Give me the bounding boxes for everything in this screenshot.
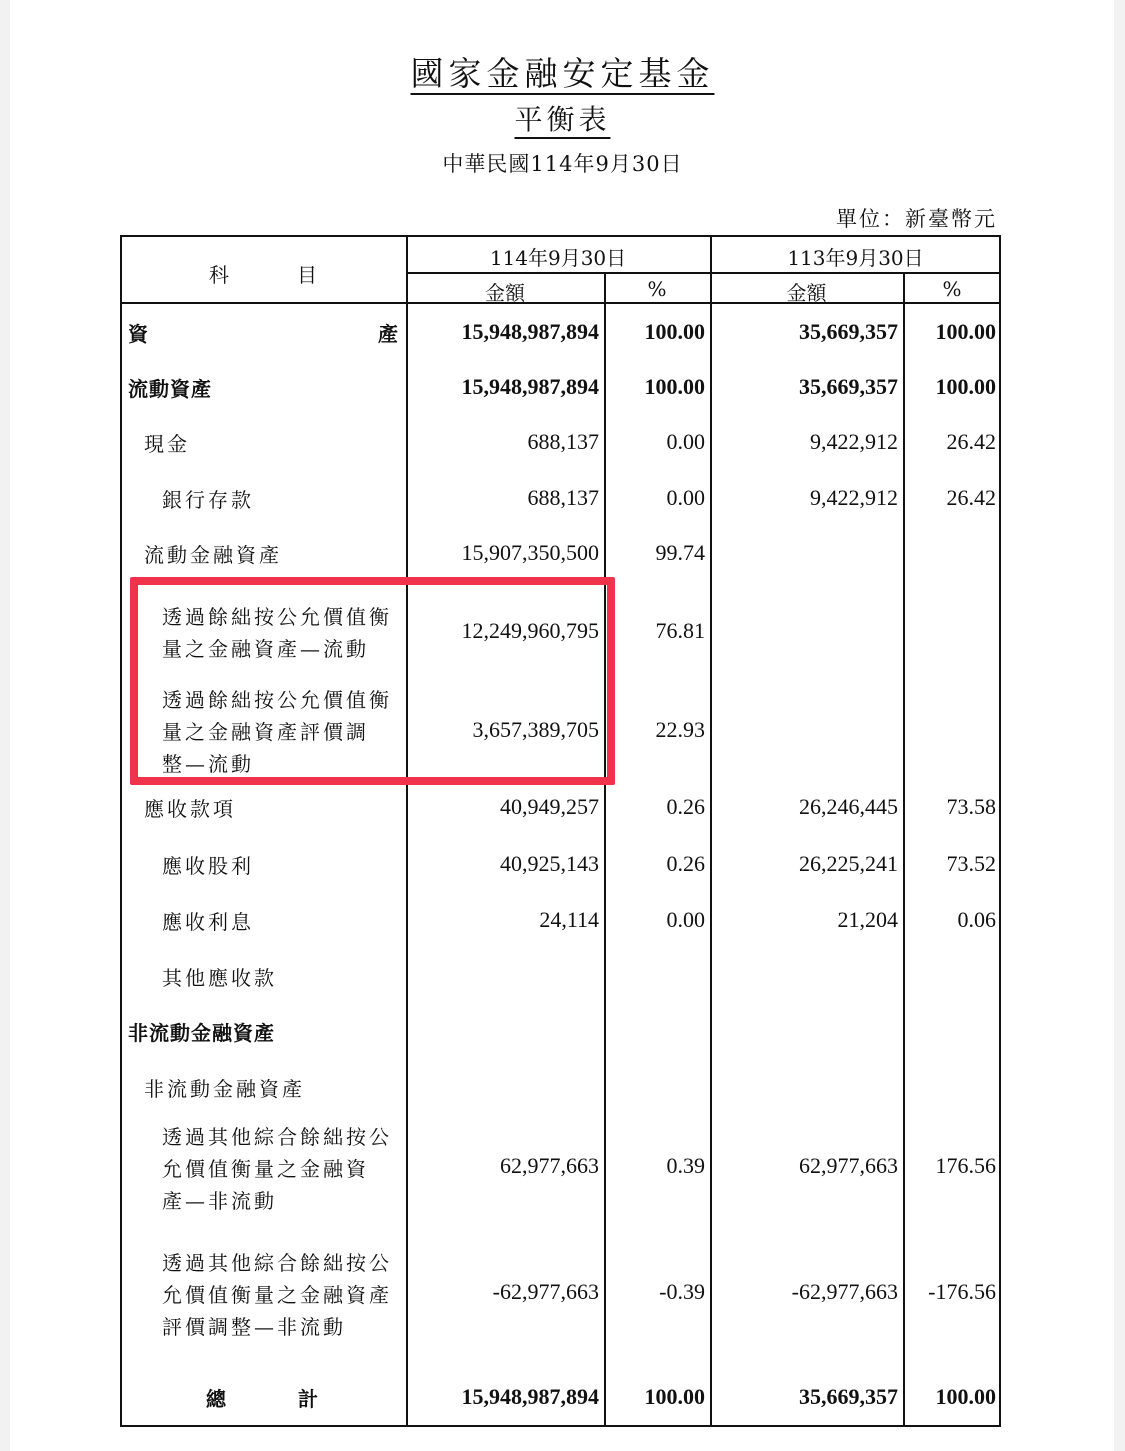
row-amount-prior: -62,977,663	[791, 1279, 898, 1304]
row-pct-current: 0.26	[666, 851, 705, 876]
row-pct-prior: 0.06	[957, 907, 996, 932]
row-label-assets-right: 產	[378, 322, 401, 346]
header-amount-current: 金額	[485, 281, 525, 305]
row-pct-current: 0.39	[666, 1153, 705, 1178]
header-period-current: 114年9月30日	[489, 246, 627, 270]
report-date: 中華民國114年9月30日	[442, 152, 683, 176]
row-amount-prior: 9,422,912	[810, 485, 898, 510]
row-amount-current: 40,925,143	[500, 851, 599, 876]
row-label-current-assets: 流動資產	[128, 377, 212, 401]
row-pct-current: 100.00	[644, 1384, 705, 1409]
header-divider	[406, 272, 999, 274]
row-amount-current: 15,907,350,500	[461, 540, 599, 565]
row-pct-current: 0.00	[666, 485, 705, 510]
col-divider	[710, 237, 712, 1425]
row-pct-prior: 100.00	[935, 374, 996, 399]
row-pct-current: 0.00	[666, 429, 705, 454]
row-amount-current: 40,949,257	[500, 794, 599, 819]
balance-sheet-table	[120, 235, 1001, 1427]
row-amount-prior: 21,204	[837, 907, 898, 932]
header-pct-current: %	[647, 277, 667, 301]
row-amount-prior: 62,977,663	[799, 1153, 898, 1178]
currency-unit: 單位：新臺幣元	[836, 207, 997, 231]
col-divider	[903, 272, 905, 1425]
row-amount-prior: 35,669,357	[799, 374, 898, 399]
row-label-dividends-receivable: 應收股利	[162, 854, 254, 878]
row-label-fvpl-valuation-adjustment: 透過餘絀按公允價值衡 量之金融資產評價調 整—流動	[162, 688, 392, 776]
row-amount-prior: 9,422,912	[810, 429, 898, 454]
header-subject: 科 目	[209, 263, 319, 287]
row-amount-prior: 35,669,357	[799, 319, 898, 344]
row-amount-current: 24,114	[539, 907, 599, 932]
row-label-fvoci-noncurrent: 透過其他綜合餘絀按公 允價值衡量之金融資 產—非流動	[162, 1125, 392, 1213]
row-label-noncurrent-financial-assets-heading: 非流動金融資產	[128, 1021, 275, 1045]
row-label-current-financial-assets: 流動金融資產	[144, 543, 282, 567]
row-pct-current: 100.00	[644, 374, 705, 399]
row-pct-current: 76.81	[655, 618, 705, 643]
row-amount-current: 688,137	[527, 429, 599, 454]
row-label-interest-receivable: 應收利息	[162, 910, 254, 934]
row-pct-current: 22.93	[655, 717, 705, 742]
row-pct-current: 100.00	[644, 319, 705, 344]
row-amount-prior: 35,669,357	[799, 1384, 898, 1409]
row-amount-current: 15,948,987,894	[461, 1384, 599, 1409]
col-divider	[406, 237, 408, 1425]
row-label-bank-deposits: 銀行存款	[162, 488, 254, 512]
row-label-fvoci-valuation-adjustment: 透過其他綜合餘絀按公 允價值衡量之金融資產 評價調整—非流動	[162, 1251, 392, 1339]
row-pct-prior: 100.00	[935, 319, 996, 344]
row-label-fvpl-current: 透過餘絀按公允價值衡 量之金融資產—流動	[162, 605, 392, 661]
row-pct-prior: 176.56	[935, 1153, 996, 1178]
col-divider	[604, 272, 606, 1425]
row-pct-current: 0.00	[666, 907, 705, 932]
row-label-cash: 現金	[144, 432, 190, 456]
document-title: 國家金融安定基金	[410, 54, 715, 93]
row-pct-current: 99.74	[655, 540, 705, 565]
row-amount-current: 15,948,987,894	[461, 319, 599, 344]
row-amount-prior: 26,225,241	[799, 851, 898, 876]
row-pct-prior: 26.42	[946, 485, 996, 510]
row-amount-current: -62,977,663	[492, 1279, 599, 1304]
row-label-total-right: 計	[298, 1387, 321, 1411]
row-label-receivables: 應收款項	[144, 797, 236, 821]
row-pct-current: -0.39	[659, 1279, 705, 1304]
row-amount-current: 3,657,389,705	[472, 717, 599, 742]
row-label-total-left: 總	[206, 1387, 229, 1411]
row-pct-prior: 26.42	[946, 429, 996, 454]
row-pct-current: 0.26	[666, 794, 705, 819]
row-amount-current: 15,948,987,894	[461, 374, 599, 399]
row-label-other-receivables: 其他應收款	[162, 966, 277, 990]
row-label-noncurrent-financial-assets: 非流動金融資產	[144, 1077, 305, 1101]
row-amount-prior: 26,246,445	[799, 794, 898, 819]
header-pct-prior: %	[942, 277, 962, 301]
highlight-annotation-box	[130, 577, 615, 785]
row-amount-current: 62,977,663	[500, 1153, 599, 1178]
row-pct-prior: 73.52	[946, 851, 996, 876]
document-subtitle: 平衡表	[514, 103, 611, 136]
row-amount-current: 12,249,960,795	[461, 618, 599, 643]
row-amount-current: 688,137	[527, 485, 599, 510]
row-label-assets-left: 資	[128, 322, 151, 346]
row-pct-prior: 73.58	[946, 794, 996, 819]
header-amount-prior: 金額	[786, 281, 827, 305]
row-pct-prior: -176.56	[928, 1279, 996, 1304]
header-period-prior: 113年9月30日	[787, 246, 924, 270]
row-pct-prior: 100.00	[935, 1384, 996, 1409]
